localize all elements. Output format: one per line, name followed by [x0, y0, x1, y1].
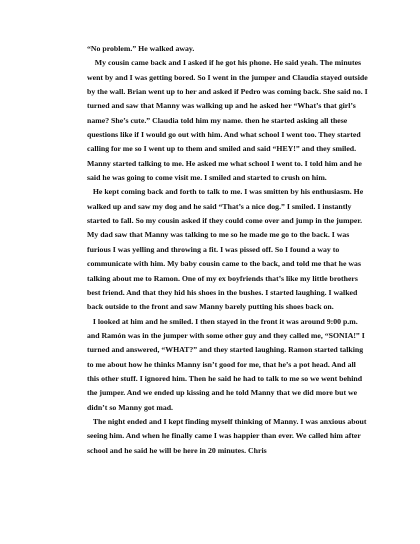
- paragraph-4: I looked at him and he smiled. I then stayed in the front it was around 9:00 p.m. and Ramón was in the jumper with some other guy and they called me, “SONIA!” I turned and answered, “WHAT?” and they started laughing. Ramon started talking to me about how he thinks Manny isn’t good for me, that he’s a pot head. And all this other stuff. I ignored him. Then he said he had to talk to me so we went behind the jumper. And we ended up kissing and he told Manny that we did more but we didn’t so Manny got mad.: [87, 316, 367, 412]
- paragraph-1: “No problem.” He walked away.: [87, 44, 195, 53]
- paragraph-5: The night ended and I kept finding myself thinking of Manny. I was anxious about seeing him. And when he finally came I was happier than ever. We called him after school and he said he will be here in 20 minutes. Chris: [87, 416, 369, 455]
- paragraph-2: My cousin came back and I asked if he got his phone. He said yeah. The minutes went by and I was getting bored. So I went in the jumper and Claudia stayed outside by the wall. Brian went up to her and asked if Pedro was coming back. She said no. I turned and saw that Manny was walking up and he asked her “What’s that girl’s name? She’s cute.” Claudia told him my name. then he started asking all these questions like if I would go out with him. And what school I went too. They started calling for me so I went up to them and smiled and said “HEY!” and they smiled. Manny started talking to me. He asked me what school I went to. I told him and he said he was going to come visit me. I smiled and started to crush on him.: [87, 58, 370, 183]
- paragraph-3: He kept coming back and forth to talk to me. I was smitten by his enthusiasm. He walked up and saw my dog and he said “That’s a nice dog.” I smiled. I instantly started to fall. So my cousin asked if they could come over and jump in the jumper. My dad saw that Manny was talking to me so he made me go to the back. I was furious I was yelling and throwing a fit. I was pissed off. So I found a way to communicate with him. My baby cousin came to the back, and told me that he was talking about me to Ramon. One of my ex boyfriends that’s like my little brothers best friend. And that they hid his shoes in the bushes. I started laughing. I walked back outside to the front and saw Manny barely putting his shoes back on.: [87, 187, 366, 312]
